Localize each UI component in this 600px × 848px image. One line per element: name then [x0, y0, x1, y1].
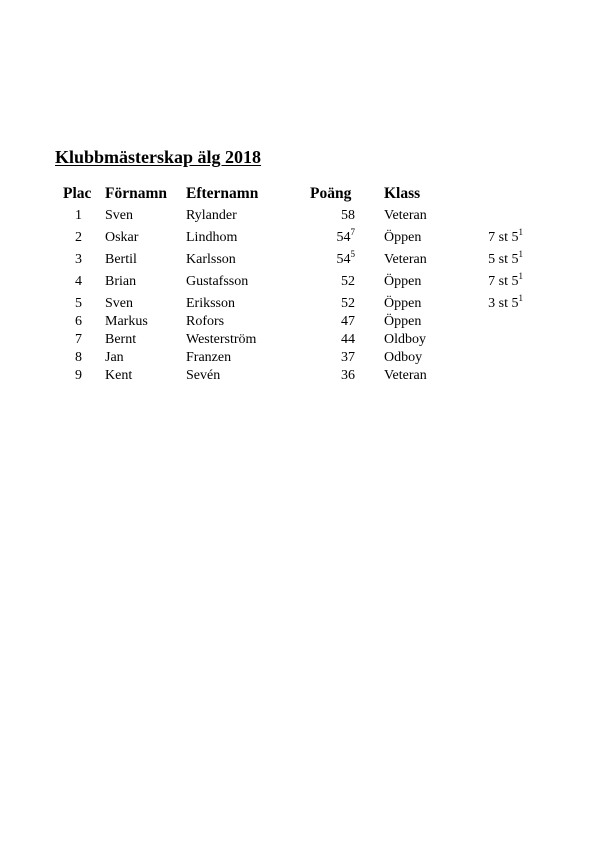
table-row	[0, 331, 600, 349]
cell-plac: 8	[75, 350, 82, 365]
cell-plac: 9	[75, 368, 82, 383]
cell-fornamn: Bernt	[105, 332, 137, 347]
header-efternamn: Efternamn	[186, 185, 259, 202]
cell-fornamn: Bertil	[105, 252, 137, 267]
cell-plac: 4	[75, 274, 82, 289]
cell-klass: Veteran	[384, 368, 427, 383]
cell-klass: Veteran	[384, 252, 427, 267]
cell-efternamn: Lindhom	[186, 230, 238, 245]
header-klass: Klass	[384, 185, 421, 202]
note-superscript: 1	[518, 227, 523, 237]
cell-efternamn: Franzen	[186, 350, 232, 365]
header-plac: Plac	[63, 185, 92, 202]
cell-efternamn: Gustafsson	[186, 274, 249, 289]
cell-poang	[310, 296, 355, 312]
cell-poang	[310, 274, 355, 290]
table-row	[0, 367, 600, 385]
cell-fornamn: Brian	[105, 274, 137, 289]
poang-value: 54	[336, 252, 351, 267]
cell-efternamn: Sevén	[186, 368, 221, 383]
cell-fornamn: Sven	[105, 208, 133, 223]
table-row	[0, 349, 600, 367]
cell-plac: 3	[75, 252, 82, 267]
cell-plac: 6	[75, 314, 82, 329]
cell-klass: Öppen	[384, 230, 422, 245]
poang-value: 54	[336, 230, 351, 245]
poang-value: 37	[341, 350, 355, 365]
cell-klass: Öppen	[384, 296, 422, 311]
note-superscript: 1	[518, 271, 523, 281]
header-poang: Poäng	[310, 185, 352, 202]
cell-plac: 1	[75, 208, 82, 223]
poang-value: 47	[341, 314, 355, 329]
note-superscript: 1	[518, 293, 523, 303]
cell-klass: Oldboy	[384, 332, 426, 347]
cell-plac: 2	[75, 230, 82, 245]
cell-poang	[310, 332, 355, 348]
poang-value: 52	[341, 274, 355, 289]
note-value: 7 st 5	[488, 274, 519, 289]
poang-superscript: 7	[350, 227, 355, 237]
cell-efternamn: Rylander	[186, 208, 237, 223]
cell-poang	[310, 314, 355, 330]
table-header	[0, 185, 600, 207]
cell-plac: 5	[75, 296, 82, 311]
cell-note	[455, 227, 523, 246]
cell-klass: Öppen	[384, 314, 422, 329]
cell-efternamn: Westerström	[186, 332, 257, 347]
cell-poang	[310, 227, 355, 246]
cell-fornamn: Markus	[105, 314, 148, 329]
cell-plac: 7	[75, 332, 82, 347]
cell-klass: Odboy	[384, 350, 423, 365]
page-title: Klubbmästerskap älg 2018	[55, 147, 262, 167]
poang-value: 36	[341, 368, 355, 383]
header-fornamn: Förnamn	[105, 185, 167, 202]
table-row	[0, 225, 600, 247]
cell-klass: Veteran	[384, 208, 427, 223]
poang-value: 44	[341, 332, 355, 347]
table-row	[0, 313, 600, 331]
table-row	[0, 269, 600, 291]
cell-efternamn: Eriksson	[186, 296, 235, 311]
table-row	[0, 247, 600, 269]
table-row	[0, 207, 600, 225]
cell-efternamn: Rofors	[186, 314, 225, 329]
cell-fornamn: Oskar	[105, 230, 139, 245]
cell-poang	[310, 249, 355, 268]
cell-poang	[310, 368, 355, 384]
table-row	[0, 291, 600, 313]
cell-note	[455, 249, 523, 268]
cell-poang	[310, 208, 355, 224]
note-value: 7 st 5	[488, 230, 519, 245]
results-table	[0, 185, 600, 385]
cell-efternamn: Karlsson	[186, 252, 236, 267]
note-value: 3 st 5	[488, 296, 519, 311]
cell-fornamn: Sven	[105, 296, 133, 311]
poang-value: 52	[341, 296, 355, 311]
poang-superscript: 5	[350, 249, 355, 259]
cell-klass: Öppen	[384, 274, 422, 289]
cell-poang	[310, 350, 355, 366]
note-superscript: 1	[518, 249, 523, 259]
poang-value: 58	[341, 208, 355, 223]
cell-note	[455, 293, 523, 312]
cell-fornamn: Kent	[105, 368, 133, 383]
note-value: 5 st 5	[488, 252, 519, 267]
cell-fornamn: Jan	[105, 350, 124, 365]
cell-note	[455, 271, 523, 290]
